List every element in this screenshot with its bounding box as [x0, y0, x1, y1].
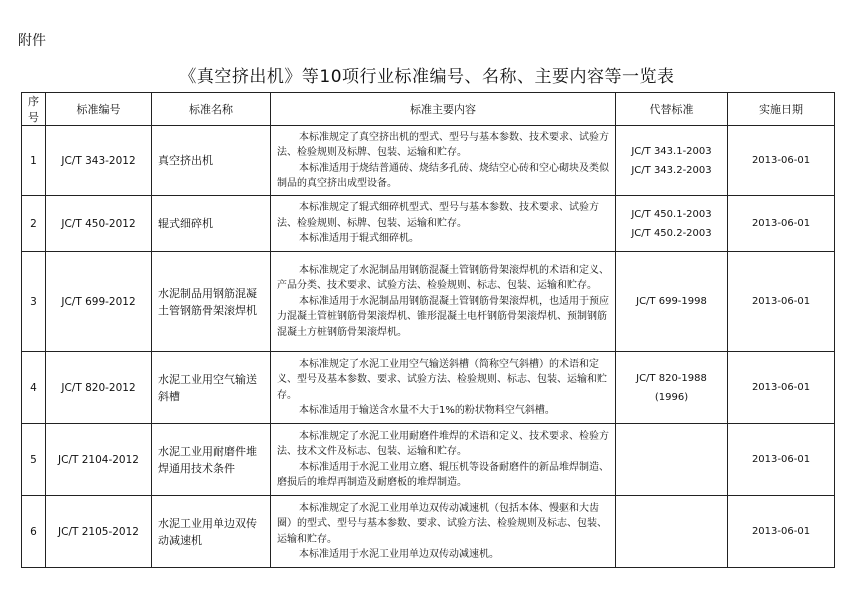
table-row [22, 424, 835, 496]
content-paragraph: 本标准规定了辊式细碎机型式、型号与基本参数、技术要求、试验方法、检验规则、标牌、包装、运输和贮存。 [277, 202, 599, 229]
replaced-standard [616, 252, 728, 352]
effective-date: 2013-06-01 [728, 252, 835, 352]
content-paragraph: 本标准规定了水泥工业用单边双传动减速机（包括本体、慢驱和大齿圈）的型式、型号与基本参数、要求、试验方法、检验规则及标志、包装、运输和贮存。 [277, 502, 607, 545]
standard-name: 辊式细碎机 [152, 196, 271, 252]
content-paragraph: 本标准适用于辊式细碎机。 [299, 233, 419, 245]
standard-content [271, 126, 616, 196]
document-title: 《真空挤出机》等10项行业标准编号、名称、主要内容等一览表 [179, 67, 675, 87]
column-header-date: 实施日期 [728, 93, 835, 126]
replaced-code: JC/T 450.1-2003 [631, 208, 712, 220]
content-paragraph: 本标准适用于输送含水量不大于1%的粉状物料空气斜槽。 [299, 405, 555, 416]
replaced-standard [616, 352, 728, 424]
row-no: 1 [22, 126, 46, 196]
content-paragraph: 本标准规定了水泥工业用空气输送斜槽（简称空气斜槽）的术语和定义、型号及基本参数、要求、试验方法、检验规则、标志、包装、运输和贮存。 [277, 358, 607, 401]
standard-content [271, 424, 616, 496]
standard-code: JC/T 2104-2012 [46, 424, 152, 496]
content-paragraph: 本标准适用于水泥工业用立磨、辊压机等设备耐磨件的新品堆焊制造、磨损后的堆焊再制造及耐磨板的堆焊制造。 [277, 461, 609, 488]
standard-code: JC/T 699-2012 [46, 252, 152, 352]
row-no: 5 [22, 424, 46, 496]
content-paragraph: 本标准适用于水泥工业用单边双传动减速机。 [299, 549, 499, 560]
standard-code: JC/T 820-2012 [46, 352, 152, 424]
standard-content [271, 496, 616, 568]
replaced-code: JC/T 820-1988 (1996) [636, 372, 707, 403]
content-paragraph: 本标准规定了水泥工业用耐磨件堆焊的术语和定义、技术要求、检验方法、技术文件及标志、包装、运输和贮存。 [277, 430, 609, 457]
replaced-standard [616, 424, 728, 496]
table-row [22, 126, 835, 196]
column-header-replaces: 代替标准 [616, 93, 728, 126]
attachment-label: 附件 [18, 33, 46, 49]
standard-name: 水泥工业用空气输送斜槽 [152, 352, 271, 424]
content-paragraph: 本标准规定了水泥制品用钢筋混凝土管钢筋骨架滚焊机的术语和定义、产品分类、技术要求、试验方法、检验规则、标志、包装、运输和贮存。 [277, 264, 609, 292]
standard-code: JC/T 2105-2012 [46, 496, 152, 568]
row-no: 3 [22, 252, 46, 352]
table-header-row [22, 93, 835, 126]
replaced-standard [616, 196, 728, 252]
effective-date: 2013-06-01 [728, 126, 835, 196]
standard-name: 水泥工业用耐磨件堆焊通用技术条件 [152, 424, 271, 496]
replaced-standard [616, 126, 728, 196]
standard-name: 水泥制品用钢筋混凝土管钢筋骨架滚焊机 [152, 252, 271, 352]
content-paragraph: 本标准适用于烧结普通砖、烧结多孔砖、烧结空心砖和空心砌块及类似制品的真空挤出成型设备。 [277, 162, 609, 189]
effective-date: 2013-06-01 [728, 496, 835, 568]
table-row [22, 196, 835, 252]
column-header-content: 标准主要内容 [271, 93, 616, 126]
effective-date: 2013-06-01 [728, 196, 835, 252]
effective-date: 2013-06-01 [728, 352, 835, 424]
standard-content [271, 196, 616, 252]
replaced-code: JC/T 343.2-2003 [631, 164, 712, 176]
table-row [22, 352, 835, 424]
standard-content [271, 252, 616, 352]
standard-code: JC/T 343-2012 [46, 126, 152, 196]
replaced-code: JC/T 450.2-2003 [631, 227, 712, 239]
row-no: 2 [22, 196, 46, 252]
standard-code: JC/T 450-2012 [46, 196, 152, 252]
effective-date: 2013-06-01 [728, 424, 835, 496]
standard-name: 水泥工业用单边双传动减速机 [152, 496, 271, 568]
column-header-code: 标准编号 [46, 93, 152, 126]
column-header-name: 标准名称 [152, 93, 271, 126]
content-paragraph: 本标准规定了真空挤出机的型式、型号与基本参数、技术要求、试验方法、检验规则及标牌、包装、运输和贮存。 [277, 131, 609, 158]
column-header-no: 序号 [22, 93, 46, 126]
row-no: 4 [22, 352, 46, 424]
standard-name: 真空挤出机 [152, 126, 271, 196]
standards-table [21, 92, 835, 568]
standard-content [271, 352, 616, 424]
replaced-code: JC/T 343.1-2003 [631, 145, 712, 157]
row-no: 6 [22, 496, 46, 568]
table-row [22, 252, 835, 352]
table-row [22, 496, 835, 568]
replaced-code: JC/T 699-1998 [636, 296, 707, 307]
replaced-standard [616, 496, 728, 568]
content-paragraph: 本标准适用于水泥制品用钢筋混凝土管钢筋骨架滚焊机，也适用于预应力混凝土管桩钢筋骨架滚焊机、锥形混凝土电杆钢筋骨架滚焊机、预制钢筋混凝土方桩钢筋骨架滚焊机。 [277, 295, 609, 338]
